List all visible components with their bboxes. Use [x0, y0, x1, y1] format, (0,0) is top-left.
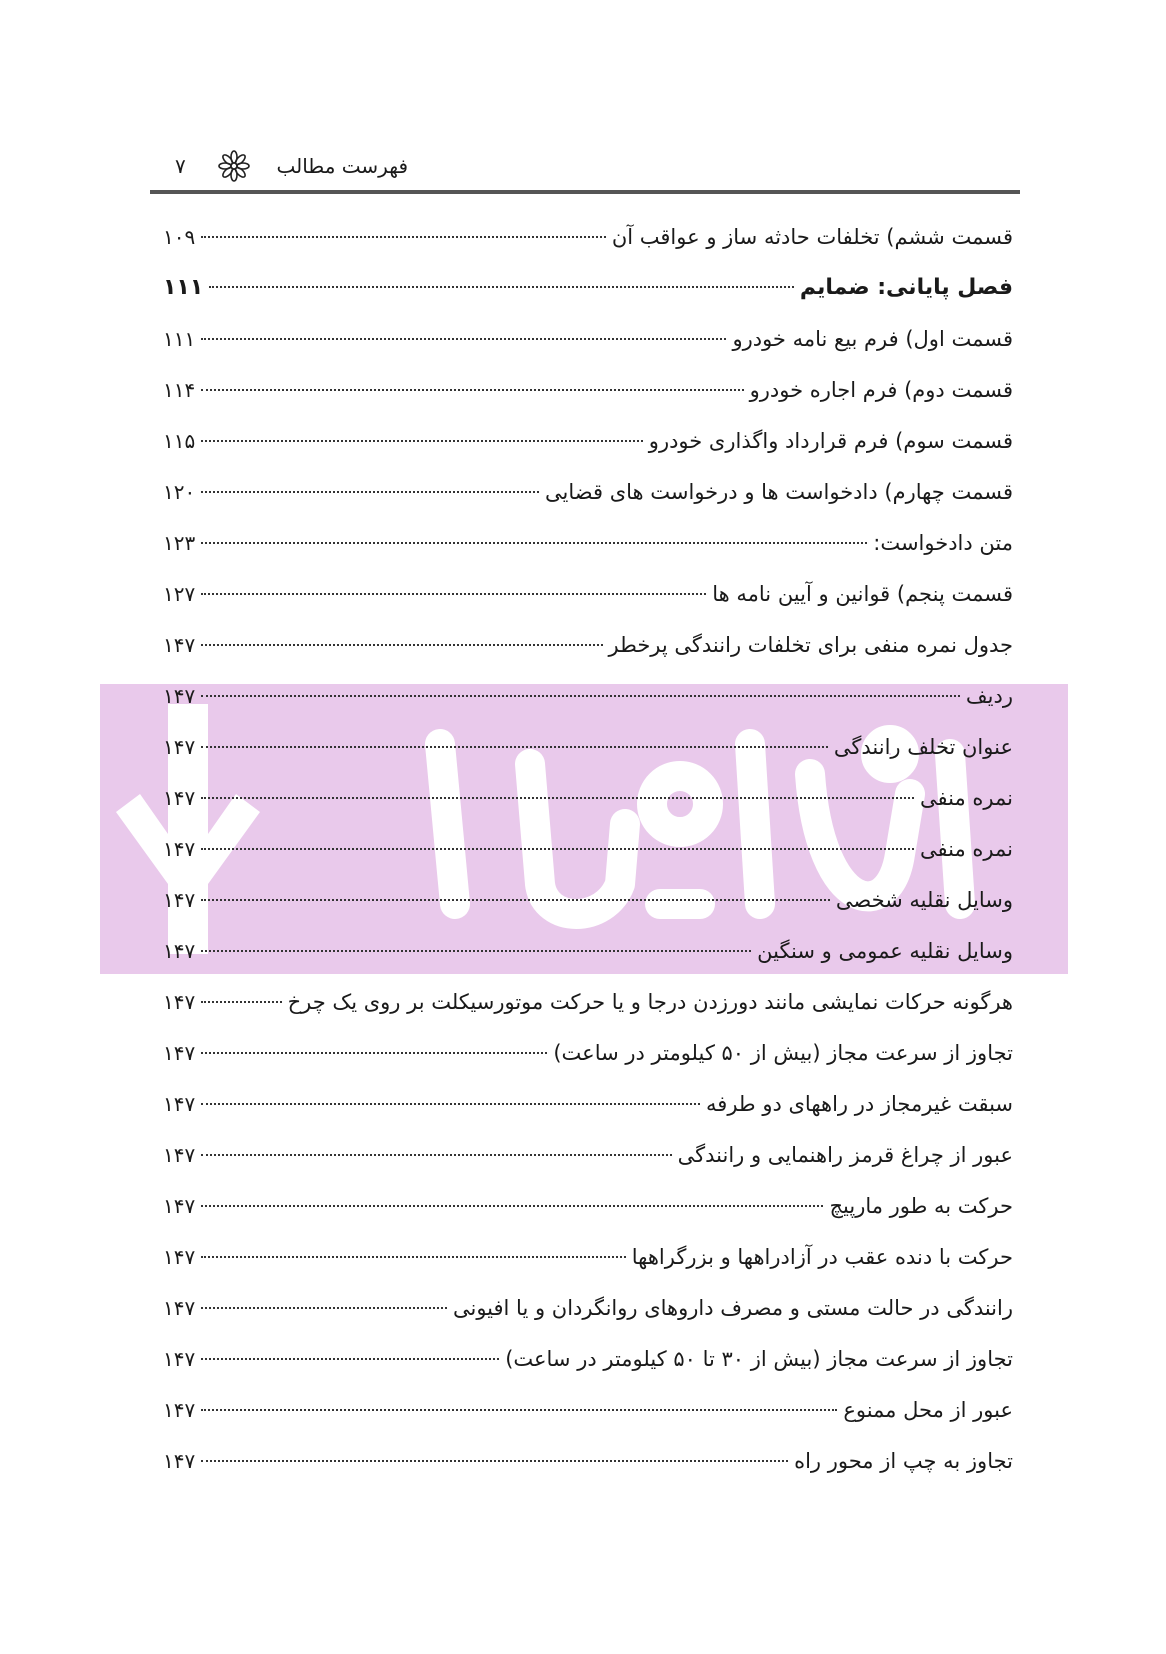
header-divider	[150, 190, 1020, 194]
toc-entry-title: قسمت پنجم) قوانین و آیین نامه ها	[712, 582, 1013, 606]
dot-leader	[201, 1001, 281, 1003]
dot-leader	[201, 1358, 499, 1360]
dot-leader	[201, 695, 960, 697]
toc-entry-title: تجاوز از سرعت مجاز (بیش از ۳۰ تا ۵۰ کیلومتر در ساعت)	[505, 1347, 1013, 1371]
dot-leader	[201, 1103, 700, 1105]
dot-leader	[201, 848, 914, 850]
toc-entry-page: ۱۴۷	[163, 1041, 196, 1065]
toc-entry[interactable]	[163, 319, 1013, 370]
toc-entry-title: رانندگی در حالت مستی و مصرف داروهای روانگردان و یا افیونی	[452, 1296, 1013, 1320]
toc-entry[interactable]	[163, 1390, 1013, 1441]
dot-leader	[201, 389, 743, 391]
toc-entry-page: ۱۴۷	[163, 1449, 196, 1473]
dot-leader	[201, 338, 726, 340]
dot-leader	[201, 644, 602, 646]
toc-entry-title: قسمت چهارم) دادخواست ها و درخواست های قضایی	[545, 480, 1013, 504]
toc-entry-page: ۱۴۷	[163, 939, 196, 963]
toc-entry-page: ۱۴۷	[163, 684, 196, 708]
toc-entry[interactable]	[163, 268, 1013, 319]
toc-entry[interactable]	[163, 625, 1013, 676]
toc-entry-page: ۱۴۷	[163, 990, 196, 1014]
toc-entry[interactable]	[163, 421, 1013, 472]
toc-entry-title: تجاوز از سرعت مجاز (بیش از ۵۰ کیلومتر در ساعت)	[553, 1041, 1013, 1065]
toc-entry-page: ۱۲۷	[163, 582, 196, 606]
toc-entry[interactable]	[163, 1441, 1013, 1492]
toc-entry-title: نمره منفی	[920, 837, 1013, 861]
dot-leader	[209, 286, 794, 288]
toc-entry-title: متن دادخواست:	[873, 531, 1013, 555]
table-of-contents	[163, 217, 1013, 1492]
dot-leader	[201, 1256, 626, 1258]
toc-entry[interactable]	[163, 523, 1013, 574]
toc-entry-page: ۱۴۷	[163, 1296, 196, 1320]
dot-leader	[201, 542, 867, 544]
toc-entry-page: ۱۴۷	[163, 1347, 196, 1371]
toc-entry[interactable]	[163, 472, 1013, 523]
toc-entry-page: ۱۴۷	[163, 1194, 196, 1218]
toc-entry-title: ردیف	[965, 684, 1013, 708]
dot-leader	[201, 950, 751, 952]
toc-entry-page: ۱۴۷	[163, 888, 196, 912]
dot-leader	[201, 1205, 823, 1207]
toc-entry-page: ۱۴۷	[163, 735, 196, 759]
header-title: فهرست مطالب	[276, 154, 408, 178]
toc-entry-title: سبقت غیرمجاز در راههای دو طرفه	[706, 1092, 1013, 1116]
toc-entry[interactable]	[163, 574, 1013, 625]
dot-leader	[201, 1460, 788, 1462]
page-header	[150, 140, 1020, 190]
toc-entry-page: ۱۴۷	[163, 1398, 196, 1422]
toc-entry-page: ۱۴۷	[163, 837, 196, 861]
toc-entry-page: ۱۰۹	[163, 225, 196, 249]
toc-entry[interactable]	[163, 778, 1013, 829]
toc-entry-title: هرگونه حرکات نمایشی مانند دورزدن درجا و یا حرکت موتورسیکلت بر روی یک چرخ	[287, 990, 1013, 1014]
toc-entry-page: ۱۴۷	[163, 1092, 196, 1116]
toc-entry-page: ۱۴۷	[163, 1245, 196, 1269]
toc-entry[interactable]	[163, 1186, 1013, 1237]
toc-entry-title: قسمت ششم) تخلفات حادثه ساز و عواقب آن	[611, 225, 1013, 249]
toc-entry-page: ۱۲۰	[163, 480, 196, 504]
toc-entry[interactable]	[163, 217, 1013, 268]
toc-entry-page: ۱۴۷	[163, 1143, 196, 1167]
toc-entry-title: جدول نمره منفی برای تخلفات رانندگی پرخطر	[608, 633, 1013, 657]
toc-entry-title: قسمت اول) فرم بیع نامه خودرو	[732, 327, 1013, 351]
toc-entry[interactable]	[163, 1033, 1013, 1084]
toc-entry-title: نمره منفی	[920, 786, 1013, 810]
dot-leader	[201, 746, 828, 748]
toc-entry-page: ۱۴۷	[163, 633, 196, 657]
toc-entry[interactable]	[163, 727, 1013, 778]
toc-entry-title: عبور از چراغ قرمز راهنمایی و رانندگی	[677, 1143, 1013, 1167]
dot-leader	[201, 593, 706, 595]
toc-entry-title: عنوان تخلف رانندگی	[833, 735, 1013, 759]
toc-entry-title: وسایل نقلیه عمومی و سنگین	[757, 939, 1013, 963]
toc-entry-title: تجاوز به چپ از محور راه	[794, 1449, 1013, 1473]
toc-entry-page: ۱۱۱	[163, 275, 204, 300]
dot-leader	[201, 1154, 671, 1156]
page-number: ۷	[175, 154, 186, 178]
toc-entry[interactable]	[163, 1288, 1013, 1339]
dot-leader	[201, 1052, 547, 1054]
toc-entry-title: قسمت سوم) فرم قرارداد واگذاری خودرو	[648, 429, 1013, 453]
dot-leader	[201, 236, 606, 238]
toc-entry-title: فصل پایانی: ضمایم	[799, 275, 1013, 300]
toc-entry[interactable]	[163, 370, 1013, 421]
toc-entry[interactable]	[163, 1339, 1013, 1390]
toc-entry-title: قسمت دوم) فرم اجاره خودرو	[749, 378, 1013, 402]
toc-entry[interactable]	[163, 676, 1013, 727]
dot-leader	[201, 1409, 837, 1411]
toc-entry[interactable]	[163, 829, 1013, 880]
toc-entry-title: عبور از محل ممنوع	[843, 1398, 1013, 1422]
dot-leader	[201, 1307, 447, 1309]
toc-entry-title: وسایل نقلیه شخصی	[835, 888, 1013, 912]
toc-entry[interactable]	[163, 931, 1013, 982]
toc-entry-page: ۱۲۳	[163, 531, 196, 555]
toc-entry-page: ۱۱۴	[163, 378, 196, 402]
toc-entry-page: ۱۱۵	[163, 429, 196, 453]
toc-entry[interactable]	[163, 1135, 1013, 1186]
dot-leader	[201, 797, 914, 799]
toc-entry[interactable]	[163, 982, 1013, 1033]
flower-ornament-icon	[218, 150, 250, 182]
toc-entry-page: ۱۴۷	[163, 786, 196, 810]
toc-entry[interactable]	[163, 1237, 1013, 1288]
toc-entry[interactable]	[163, 1084, 1013, 1135]
toc-entry-title: حرکت با دنده عقب در آزادراهها و بزرگراهها	[631, 1245, 1013, 1269]
dot-leader	[201, 440, 643, 442]
toc-entry-title: حرکت به طور مارپیچ	[829, 1194, 1013, 1218]
dot-leader	[201, 899, 830, 901]
dot-leader	[201, 491, 539, 493]
toc-entry[interactable]	[163, 880, 1013, 931]
toc-entry-page: ۱۱۱	[163, 327, 196, 351]
